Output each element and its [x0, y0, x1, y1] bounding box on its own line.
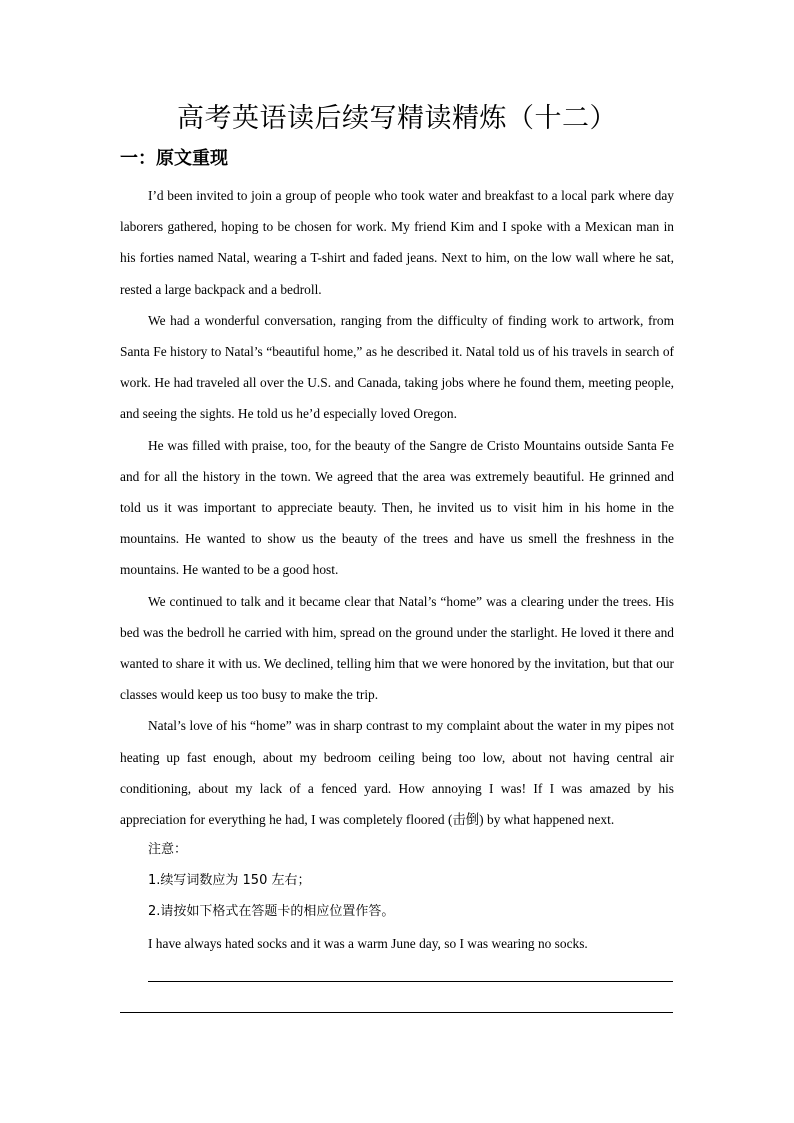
answer-line-2: [120, 1012, 673, 1013]
notes-label: 注意：: [148, 842, 188, 857]
notes-block: [148, 834, 674, 959]
paragraph-2: We had a wonderful conversation, ranging from the difficulty of finding work to artwork, from Santa Fe history to Natal’s “beautiful home,” as he described it. Natal told us of his travels in search of work. He had traveled all over the U.S. and Canada, taking jobs where he found them, meeting people, and seeing the sights. He told us he’d especially loved Oregon.: [120, 312, 674, 422]
paragraph-1: I’d been invited to join a group of people who took water and breakfast to a local park where day laborers gathered, hoping to be chosen for work. My friend Kim and I spoke with a Mexican man in his forties named Natal, wearing a T-shirt and faded jeans. Next to him, on the low wall where he sat, rested a large backpack and a bedroll.: [120, 188, 674, 297]
paragraph-5: Natal’s love of his “home” was in sharp contrast to my complaint about the water in my pipes not heating up fast enough, about my bedroom ceiling being too low, about not having central air conditioning, about my lack of a fenced yard. How annoying I was! If I was amazed by his appreciation for everything he had, I was completely floored (击倒) by what happened next.: [120, 718, 674, 828]
section-heading: 一：原文重现: [120, 148, 228, 169]
continuation-start-sentence: I have always hated socks and it was a warm June day, so I was wearing no socks.: [148, 935, 588, 951]
document-title: 高考英语读后续写精读精炼（十二）: [177, 103, 617, 133]
answer-line-1: [148, 981, 673, 982]
notes-item-word-count: 1.续写词数应为 150 左右；: [148, 873, 311, 889]
paragraph-4: We continued to talk and it became clear that Natal’s “home” was a clearing under the trees. His bed was the bedroll he carried with him, spread on the ground under the starlight. He loved it there and wanted to share it with us. We declined, telling him that we were honored by the invitation, but that our classes would keep us too busy to make the trip.: [120, 593, 674, 703]
notes-item-format: 2.请按如下格式在答题卡的相应位置作答。: [148, 904, 395, 920]
original-text: [120, 180, 674, 835]
paragraph-3: He was filled with praise, too, for the beauty of the Sangre de Cristo Mountains outside Santa Fe and for all the history in the town. We agreed that the area was extremely beautiful. He grinned and told us it was important to appreciate beauty. Then, he invited us to visit him in his home in the mountains. He wanted to show us the beauty of the trees and have us smell the freshness in the mountains. He wanted to be a good host.: [120, 437, 674, 578]
